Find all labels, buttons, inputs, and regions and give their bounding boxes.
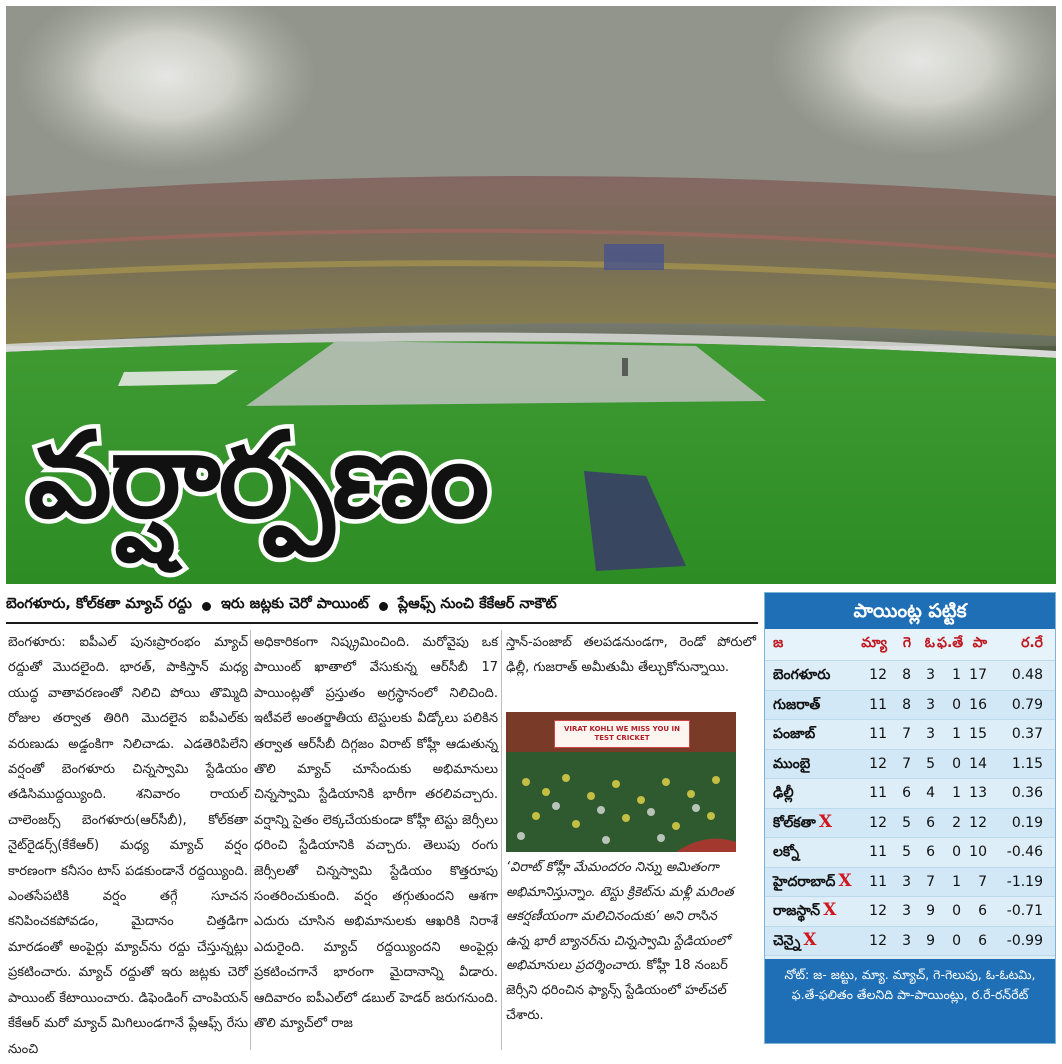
team-label: గుజరాత్ bbox=[773, 696, 821, 713]
cell-won: 3 bbox=[902, 932, 911, 949]
cell-lost: 6 bbox=[926, 844, 935, 861]
caption-line-2: కోహ్లీ 18 నంబర్ జెర్సీని ధరించిన ఫ్యాన్స్ స్టేడియంలో హల్‌చల్ చేశారు. bbox=[506, 958, 728, 1023]
team-name bbox=[773, 782, 867, 804]
table-row bbox=[765, 809, 1055, 839]
cell-won: 7 bbox=[902, 726, 911, 743]
team-name bbox=[773, 841, 867, 863]
team-label: కోల్‌కతా bbox=[773, 814, 816, 831]
cell-matches: 11 bbox=[869, 844, 887, 861]
cell-points: 17 bbox=[969, 667, 987, 684]
cell-matches: 12 bbox=[869, 932, 887, 949]
article-column-3 bbox=[506, 630, 756, 681]
cell-nrr: 0.37 bbox=[1011, 726, 1043, 743]
team-label: పంజాబ్ bbox=[773, 726, 816, 743]
cell-no-result: 1 bbox=[952, 726, 961, 743]
cell-points: 6 bbox=[978, 932, 987, 949]
article-column-2 bbox=[254, 630, 498, 1037]
cell-matches: 11 bbox=[869, 726, 887, 743]
cell-no-result: 0 bbox=[952, 932, 961, 949]
header-won: గె bbox=[902, 635, 911, 651]
cell-nrr: -0.46 bbox=[1006, 844, 1043, 861]
cell-no-result: 1 bbox=[952, 873, 961, 890]
headline: వర్షార్పణం bbox=[28, 406, 488, 544]
cell-lost: 6 bbox=[926, 814, 935, 831]
photo-caption bbox=[506, 856, 744, 1028]
cell-lost: 3 bbox=[926, 726, 935, 743]
header-matches: మ్యా bbox=[861, 635, 887, 651]
subhead-item-2: ఇరు జట్లకు చెరో పాయింట్ bbox=[220, 596, 369, 612]
article-text-2: అధికారికంగా నిష్క్రమించింది. మరోవైపు ఒక పాయింట్ ఖాతాలో వేసుకున్న ఆర్‌సీబీ 17 పాయింట్లతో ప్రస్తుతం అగ్రస్థానంలో నిలిచింది. ఇటీవలే అంతర్జాతీయ టెస్టులకు వీడ్కోలు పలికిన తర్వాత ఆర్‌సీబీ దిగ్గజం విరాట్ కోహ్లీ ఆడుతున్న తొలి మ్యాచ్ చూసేందుకు అభిమానులు చిన్నస్వామి స్టేడియానికి భారీగా తరలివచ్చారు. వర్షాన్ని సైతం లెక్కచేయకుండా కోహ్లీ టెస్టు జెర్సీలు ధరించి స్టేడియానికి వచ్చారు. తెలుపు రంగు జెర్సీలతో చిన్నస్వామి స్టేడియం కొత్తరూపు సంతరించుకుంది. వర్షం తగ్గుతుందని ఆశగా ఎదురు చూసిన అభిమానులకు ఆఖరికి నిరాశే ఎదురైంది. మ్యాచ్ రద్దయ్యిందని అంపైర్లు ప్రకటించగానే భారంగా మైదానాన్ని వీడారు. ఆదివారం ఐపీఎల్‌లో డబుల్ హెడర్ జరుగనుంది. తొలి మ్యాచ్‌లో రాజ bbox=[254, 635, 498, 1032]
cell-points: 13 bbox=[969, 785, 987, 802]
cell-no-result: 0 bbox=[952, 844, 961, 861]
caption-line-1: ‘విరాట్ కోహ్లీ మేమందరం నిన్ను అమితంగా అభిమానిస్తున్నాం. టెస్టు క్రికెట్‌ను మళ్లీ మరింత ఆకర్షణీయంగా మలిచినందుకు’ అని రాసిన ఉన్న భారీ బ్యానర్‌ను చిన్నస్వామి స్టేడియంలో అభిమానులు ప్రదర్శించారు. bbox=[506, 860, 734, 974]
cell-lost: 5 bbox=[926, 755, 935, 772]
cell-no-result: 1 bbox=[952, 667, 961, 684]
team-label: చెన్నై bbox=[773, 932, 801, 949]
subheadline-strip bbox=[6, 591, 758, 621]
points-table-body bbox=[765, 661, 1055, 956]
cell-won: 5 bbox=[902, 814, 911, 831]
cell-lost: 4 bbox=[926, 785, 935, 802]
points-table bbox=[764, 592, 1056, 1044]
cell-lost: 3 bbox=[926, 696, 935, 713]
points-table-note: నోట్: జ- జట్టు, మ్యా. మ్యాచ్, గె-గెలుపు, ఓ-ఓటమి, ఫ.తే-ఫలితం తేలనిది పా-పాయింట్లు, ర.రే-రన్‌రేట్ bbox=[765, 959, 1055, 1043]
team-label: హైదరాబాద్ bbox=[773, 873, 836, 890]
bullet-dot-icon bbox=[379, 602, 388, 611]
cell-won: 8 bbox=[902, 667, 911, 684]
cell-points: 16 bbox=[969, 696, 987, 713]
table-row bbox=[765, 720, 1055, 750]
cell-points: 14 bbox=[969, 755, 987, 772]
cell-nrr: 1.15 bbox=[1011, 755, 1043, 772]
team-label: ముంబై bbox=[773, 755, 811, 772]
table-row bbox=[765, 691, 1055, 721]
eliminated-x-icon: X bbox=[818, 811, 833, 832]
cell-lost: 9 bbox=[926, 903, 935, 920]
cell-nrr: -1.19 bbox=[1006, 873, 1043, 890]
team-name bbox=[773, 753, 867, 775]
cell-points: 10 bbox=[969, 844, 987, 861]
cell-matches: 11 bbox=[869, 696, 887, 713]
points-table-title: పాయింట్ల పట్టిక bbox=[765, 593, 1055, 629]
header-lost: ఓ bbox=[924, 635, 935, 651]
pitch-covers bbox=[246, 341, 766, 406]
cell-lost: 9 bbox=[926, 932, 935, 949]
cell-matches: 12 bbox=[869, 667, 887, 684]
eliminated-x-icon: X bbox=[803, 929, 817, 950]
article-text-3: స్తాన్-పంజాబ్ తలపడనుండగా, రెండో పోరులో ఢిల్లీ, గుజరాత్ అమీతుమీ తేల్చుకోనున్నాయి. bbox=[506, 635, 756, 676]
cell-no-result: 0 bbox=[952, 903, 961, 920]
subhead-item-1: బెంగళూరు, కోల్‌కతా మ్యాచ్ రద్దు bbox=[6, 596, 192, 612]
eliminated-x-icon: X bbox=[823, 900, 837, 921]
team-name bbox=[773, 900, 867, 922]
team-name bbox=[773, 871, 867, 893]
cell-no-result: 0 bbox=[952, 755, 961, 772]
column-divider bbox=[250, 630, 251, 1050]
cell-won: 8 bbox=[902, 696, 911, 713]
column-divider bbox=[501, 630, 502, 1050]
cell-won: 3 bbox=[902, 903, 911, 920]
team-name bbox=[773, 812, 867, 834]
cell-no-result: 0 bbox=[952, 696, 961, 713]
cell-nrr: 0.19 bbox=[1011, 814, 1043, 831]
team-label: లక్నో bbox=[773, 844, 800, 861]
cell-matches: 11 bbox=[869, 785, 887, 802]
table-row bbox=[765, 927, 1055, 957]
cell-matches: 12 bbox=[869, 903, 887, 920]
cell-no-result: 1 bbox=[952, 785, 961, 802]
cell-won: 7 bbox=[902, 755, 911, 772]
team-name bbox=[773, 694, 867, 716]
cell-lost: 7 bbox=[926, 873, 935, 890]
table-row bbox=[765, 750, 1055, 780]
header-no-result: ఫ.తే bbox=[937, 635, 964, 651]
cell-won: 5 bbox=[902, 844, 911, 861]
cell-matches: 11 bbox=[869, 873, 887, 890]
header-team: జ bbox=[773, 635, 784, 651]
cell-points: 6 bbox=[978, 903, 987, 920]
team-name bbox=[773, 930, 867, 952]
cell-nrr: -0.99 bbox=[1006, 932, 1043, 949]
subhead-item-3: ప్లేఆఫ్స్ నుంచి కేకేఆర్ నాకౌట్ bbox=[397, 596, 557, 612]
header-nrr: ర.రే bbox=[1021, 635, 1043, 651]
bullet-dot-icon bbox=[202, 602, 211, 611]
inset-crowd-photo bbox=[506, 712, 736, 852]
cell-won: 3 bbox=[902, 873, 911, 890]
table-row bbox=[765, 868, 1055, 898]
cell-nrr: 0.48 bbox=[1011, 667, 1043, 684]
hero-photo bbox=[6, 6, 1056, 584]
cell-matches: 12 bbox=[869, 814, 887, 831]
table-row bbox=[765, 661, 1055, 691]
cell-nrr: -0.71 bbox=[1006, 903, 1043, 920]
cell-lost: 3 bbox=[926, 667, 935, 684]
points-table-header bbox=[765, 629, 1055, 661]
team-label: రాజస్థాన్ bbox=[773, 903, 821, 920]
team-label: బెంగళూరు bbox=[773, 667, 831, 684]
inset-banner: VIRAT KOHLI WE MISS YOU IN TEST CRICKET bbox=[554, 720, 690, 748]
table-row bbox=[765, 838, 1055, 868]
team-label: ఢిల్లీ bbox=[773, 785, 794, 802]
cell-points: 15 bbox=[969, 726, 987, 743]
cell-nrr: 0.79 bbox=[1011, 696, 1043, 713]
cell-won: 6 bbox=[902, 785, 911, 802]
cell-points: 7 bbox=[978, 873, 987, 890]
team-name bbox=[773, 723, 867, 745]
table-row bbox=[765, 897, 1055, 927]
cell-points: 12 bbox=[969, 814, 987, 831]
eliminated-x-icon: X bbox=[838, 870, 852, 891]
article-text-1: బెంగళూరు: ఐపీఎల్ పునఃప్రారంభం మ్యాచ్ రద్దుతో మొదలైంది. భారత్, పాకిస్తాన్ మధ్య యుద్ధ వాతావరణంతో నిలిచి పోయి తొమ్మిది రోజుల తర్వాత తిరిగి మొదలైన ఐపీఎల్‌కు వరుణుడు అడ్డంకిగా నిలిచాడు. ఎడతెరిపిలేని వర్షంతో బెంగళూరు చిన్నస్వామి స్టేడియం తడిసిముద్దయ్యింది. శనివారం రాయల్ చాలెంజర్స్ బెంగళూరు(ఆర్‌సీబీ), కోల్‌కతా నైట్‌రైడర్స్(కేకేఆర్) మధ్య మ్యాచ్ వర్షం కారణంగా కనీసం టాస్ పడకుండానే రద్దయ్యింది. ఎంతసేపటికి వర్షం తగ్గే సూచన కనిపించకపోవడం, మైదానం చిత్తడిగా మారడంతో అంపైర్లు మ్యాచ్‌ను రద్దు చేస్తున్నట్లు ప్రకటించారు. మ్యాచ్ రద్దుతో ఇరు జట్లకు చెరో పాయింట్ కేటాయించారు. డిఫెండింగ్ చాంపియన్ కేకేఆర్ మరో మ్యాచ్ మిగిలుండగానే ప్లేఆఫ్స్ రేసు నుంచి bbox=[8, 635, 248, 1057]
cell-no-result: 2 bbox=[952, 814, 961, 831]
article-column-1 bbox=[8, 630, 248, 1062]
cell-nrr: 0.36 bbox=[1011, 785, 1043, 802]
divider-rule bbox=[6, 622, 758, 624]
table-row bbox=[765, 779, 1055, 809]
cell-matches: 12 bbox=[869, 755, 887, 772]
team-name bbox=[773, 664, 867, 686]
header-points: పా bbox=[972, 635, 987, 651]
